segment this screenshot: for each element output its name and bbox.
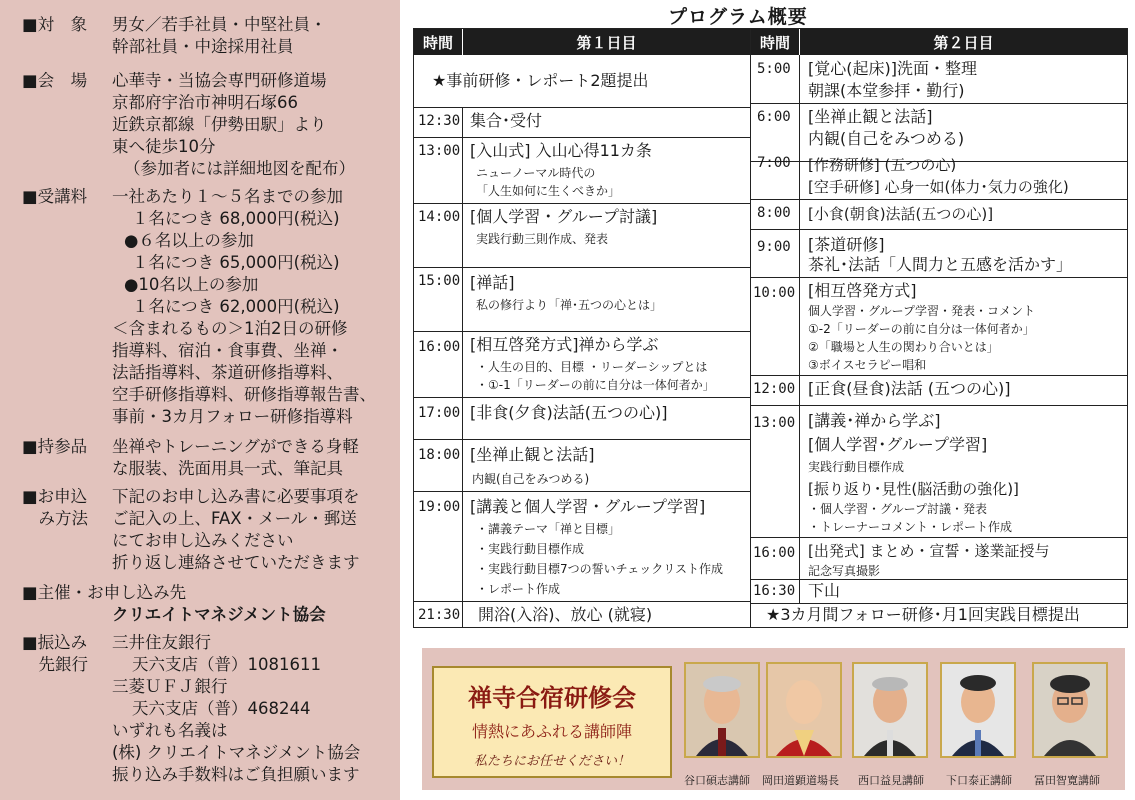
bank-line: 天六支店（普）468244 [132,699,311,718]
row-divider [751,405,1127,406]
row-divider [414,267,750,268]
fee-line: 事前・3カ月フォロー研修指導料 [112,407,353,426]
fee-heading: ■受講料 [22,187,88,206]
schedule-detail: ・実践行動目標作成 [476,542,585,556]
bank-heading: 先銀行 [22,655,88,674]
venue-line: （参加者には詳細地図を配布） [124,159,355,178]
venue-line: 京都府宇治市神明石塚66 [112,93,298,112]
time-label: 19:00 [418,499,461,515]
portrait-icon [1034,664,1106,756]
schedule-item: [講義と個人学習・グループ学習] [470,497,706,516]
schedule-item: [相互啓発方式] [808,281,917,300]
column-divider [799,55,800,603]
schedule-detail: ・個人学習・グループ討議・発表 [808,502,988,516]
bank-line: (株) クリエイトマネジメント協会 [112,743,361,762]
schedule-detail: 「人生如何に生くべきか」 [476,184,621,198]
schedule-item: [覚心(起床)]洗面・整理 [808,59,977,78]
instructor-banner [422,648,1125,790]
banner-title: 禅寺合宿研修会 [468,684,636,712]
apply-line: 折り返し連絡させていただきます [112,553,360,572]
time-label: 6:00 [757,109,791,125]
banner-tagline: 私たちにお任せください！ [473,754,630,769]
row-divider [414,331,750,332]
fee-line: １名につき 68,000円(税込) [132,209,340,228]
schedule-detail: 実践行動目標作成 [808,460,905,474]
items-line: 坐禅やトレーニングができる身軽 [112,437,359,456]
schedule-item: [非食(夕食)法話(五つの心)] [470,403,668,422]
items-line: な服装、洗面用具一式、筆記具 [112,459,343,478]
row-divider [751,229,1127,230]
fee-line: ＜含まれるもの＞1泊2日の研修 [112,319,348,338]
bank-line: 三井住友銀行 [112,633,211,652]
host-section [22,582,400,626]
fee-line: 一社あたり１～５名までの参加 [112,187,343,206]
time-label: 13:00 [418,143,461,159]
bank-line: 三菱ＵＦＪ銀行 [112,677,228,696]
banner-subtitle: 情熱にあふれる講師陣 [471,722,632,741]
schedule-detail: 私の修行より「禅･五つの心とは」 [476,298,663,312]
schedule-item: [坐禅止観と法話] [808,107,933,126]
time-label: 7:00 [757,155,791,171]
venue-line: 東へ徒歩10分 [112,137,216,156]
schedule-item: [作務研修] (五つの心) [808,156,957,174]
schedule-detail: 内観(自己をみつめる) [808,129,965,148]
row-divider [751,537,1127,538]
host-heading: ■主催・お申し込み先 [22,583,187,602]
schedule-item: [個人学習・グループ討議] [470,207,658,226]
schedule-detail: ①-2「リーダーの前に自分は一体何者か」 [808,322,1035,336]
time-label: 15:00 [418,273,461,289]
fee-line: ●10名以上の参加 [124,275,259,294]
portrait-icon [686,664,758,756]
program-table [413,28,1128,628]
schedule-detail: [振り返り･見性(脳活動の強化)] [808,480,1019,498]
schedule-detail: ・レポート作成 [476,582,561,596]
schedule-item: [小食(朝食)法話(五つの心)] [808,205,994,223]
time-label: 10:00 [753,285,796,301]
row-divider [414,107,750,108]
schedule-detail: 記念写真撮影 [808,564,881,578]
pre-training-note: ★事前研修・レポート2題提出 [432,71,649,90]
instructor-name: 冨田智寛講師 [1034,774,1100,787]
time-label: 12:00 [753,381,796,397]
bank-heading: ■振込み [22,633,88,652]
time-label: 14:00 [418,209,461,225]
time-header: 時間 [751,29,799,55]
instructor-name: 谷口碩志講師 [684,774,750,787]
schedule-detail: 茶礼･法話「人間力と五感を活かす」 [808,255,1073,274]
row-divider [414,439,750,440]
portrait-icon [942,664,1014,756]
portrait-icon [854,664,926,756]
instructor-photo [940,662,1016,758]
row-divider [414,137,750,138]
time-label: 16:30 [753,583,796,599]
venue-heading: ■会 場 [22,71,88,90]
time-label: 8:00 [757,205,791,221]
schedule-item: [茶道研修] [808,235,885,254]
host-name: クリエイトマネジメント協会 [112,605,326,624]
venue-line: 近鉄京都線「伊勢田駅」より [112,115,327,134]
schedule-item: [正食(昼食)法話 (五つの心)] [808,379,1011,398]
schedule-detail: ・実践行動目標7つの誓いチェックリスト作成 [476,562,724,576]
row-divider [414,203,750,204]
schedule-detail: ・①-1「リーダーの前に自分は一体何者か」 [476,378,715,392]
fee-line: １名につき 62,000円(税込) [132,297,340,316]
schedule-detail: 内観(自己をみつめる) [472,472,590,486]
row-divider [751,199,1127,200]
time-label: 12:30 [418,113,461,129]
schedule-detail: ・講義テーマ「禅と目標」 [476,522,621,536]
schedule-item: [出発式] まとめ・宣誓・遂業証授与 [808,542,1050,560]
schedule-detail: [個人学習･グループ学習] [808,435,988,454]
target-line: 幹部社員・中途採用社員 [112,37,294,56]
instructor-photo [852,662,928,758]
instructor-name: 岡田道顕道場長 [762,774,839,787]
time-label: 16:00 [753,545,796,561]
time-label: 21:30 [418,607,461,623]
column-divider [462,107,463,627]
schedule-detail: ニューノーマル時代の [476,166,596,180]
fee-line: ●６名以上の参加 [124,231,254,250]
schedule-item: 下山 [808,581,841,600]
row-divider [751,103,1127,104]
time-label: 18:00 [418,447,461,463]
apply-line: 下記のお申し込み書に必要事項を [112,487,360,506]
fee-line: 法話指導料、茶道研修指導料、 [112,363,343,382]
apply-heading: ■お申込 [22,487,88,506]
apply-heading: み方法 [22,509,88,528]
target-heading: ■対 象 [22,15,88,34]
schedule-detail: ・人生の目的、目標 ・リーダーシップとは [476,360,708,374]
time-label: 16:00 [418,339,461,355]
schedule-detail: 個人学習・グループ学習・発表・コメント [808,304,1036,318]
apply-line: にてお申し込みください [112,531,294,550]
follow-up-note: ★3カ月間フォロー研修･月1回実践目標提出 [766,605,1080,624]
day1-header: 第１日目 [463,29,750,55]
instructor-name: 下口泰正講師 [946,774,1012,787]
time-label: 17:00 [418,405,461,421]
seminar-logo [432,666,672,778]
instructor-photo [766,662,842,758]
schedule-detail: 実践行動三則作成、発表 [476,232,609,246]
row-divider [414,397,750,398]
bank-line: いずれも名義は [112,721,228,740]
program-title: プログラム概要 [668,6,808,28]
bank-line: 振り込み手数料はご負担願います [112,765,360,784]
schedule-detail: ・トレーナーコメント・レポート作成 [808,520,1013,534]
target-line: 男女／若手社員・中堅社員・ [112,15,327,34]
row-divider [414,601,750,602]
schedule-detail: ③ボイスセラピー唱和 [808,358,927,372]
instructor-name: 西口益見講師 [858,774,924,787]
venue-line: 心華寺・当協会専門研修道場 [112,71,327,90]
schedule-item: [坐禅止観と法話] [470,445,595,464]
schedule-detail: [空手研修] 心身一如(体力･気力の強化) [808,178,1069,196]
schedule-item: 開浴(入浴)、放心 (就寝) [478,605,653,624]
apply-line: ご記入の上、FAX・メール・郵送 [112,509,357,528]
schedule-item: [禅話] [470,273,515,292]
schedule-detail: 朝課(本堂参拝・勤行) [808,81,965,100]
time-label: 9:00 [757,239,791,255]
row-divider [414,491,750,492]
instructor-photo [1032,662,1108,758]
portrait-icon [768,664,840,756]
day2-header: 第２日目 [800,29,1127,55]
items-heading: ■持参品 [22,437,88,456]
fee-line: 指導料、宿泊・食事費、坐禅・ [112,341,343,360]
time-header: 時間 [414,29,462,55]
row-divider [751,277,1127,278]
bank-line: 天六支店（普）1081611 [132,655,321,674]
schedule-item: [相互啓発方式]禅から学ぶ [470,335,659,354]
instructor-photo [684,662,760,758]
schedule-item: [入山式] 入山心得11カ条 [470,141,652,160]
row-divider [751,603,1127,604]
row-divider [751,375,1127,376]
schedule-item: [講義･禅から学ぶ] [808,411,941,430]
time-label: 13:00 [753,415,796,431]
fee-line: 空手研修指導料、研修指導報告書、 [112,385,376,404]
fee-line: １名につき 65,000円(税込) [132,253,340,272]
schedule-item: 集合･受付 [470,111,543,130]
time-label: 5:00 [757,61,791,77]
schedule-detail: ②「職場と人生の関わり合いとは」 [808,340,999,354]
